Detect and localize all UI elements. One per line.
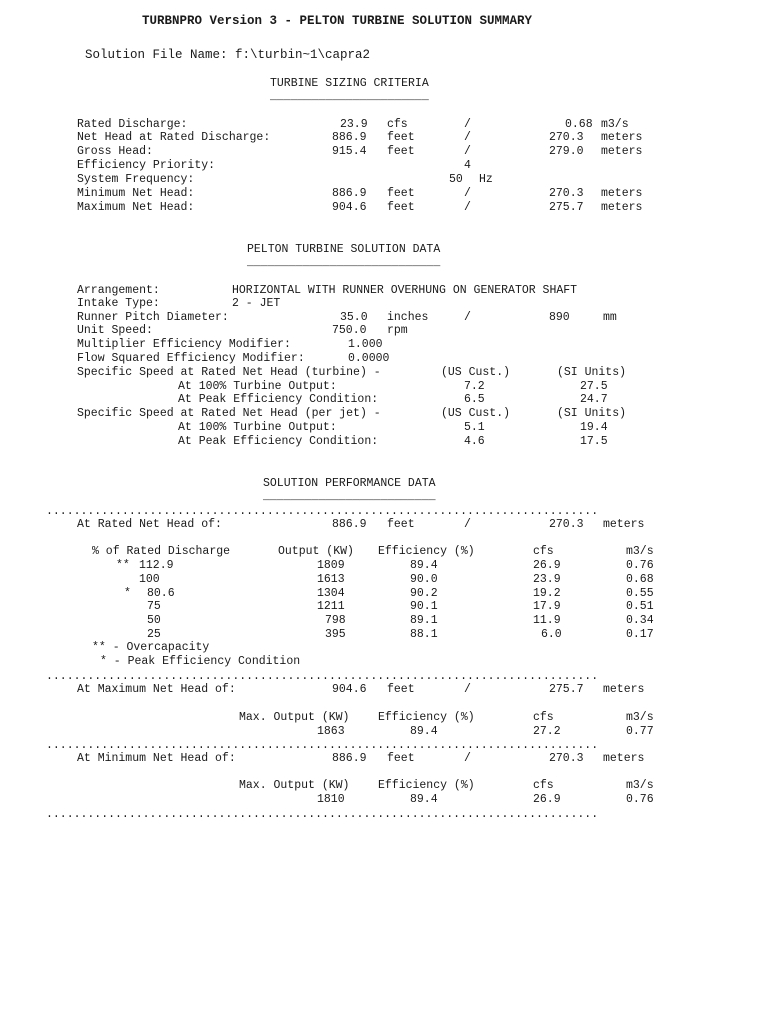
sizing-label: Net Head at Rated Discharge: [77,131,271,144]
pitch-diameter-separator: / [464,311,471,324]
us-cust-heading: (US Cust.) [441,407,511,420]
system-frequency-value: 50 [449,173,463,186]
si-units-heading: (SI Units) [557,407,627,420]
multiplier-modifier-label: Multiplier Efficiency Modifier: [77,338,291,351]
us-cust-heading: (US Cust.) [441,366,511,379]
overcapacity-mark: ** [116,559,130,572]
col-header-efficiency: Efficiency (%) [378,711,475,724]
pitch-diameter-us-unit: inches [387,311,429,324]
solution-file-name: Solution File Name: f:\turbin~1\capra2 [85,48,371,62]
rated-head-separator: / [464,518,471,531]
sizing-si-unit: meters [601,145,643,158]
min-head-us: 886.9 [332,752,367,765]
flow-squared-modifier-label: Flow Squared Efficiency Modifier: [77,352,305,365]
sizing-us-value: 904.6 [332,201,367,214]
solution-heading: PELTON TURBINE SOLUTION DATA [247,243,441,256]
pitch-diameter-label: Runner Pitch Diameter: [77,311,229,324]
max-row-output: 1863 [317,725,345,738]
sizing-label: Gross Head: [77,145,153,158]
sizing-label: Maximum Net Head: [77,201,195,214]
peak-efficiency-mark: * [124,587,131,600]
jet-100-us: 5.1 [464,421,485,434]
flow-squared-modifier-value: 0.0000 [348,352,390,365]
rated-head-us-unit: feet [387,518,415,531]
row-m3s: 0.51 [626,600,654,613]
sizing-separator: / [464,118,471,131]
specific-speed-turbine-label: Specific Speed at Rated Net Head (turbine) - [77,366,381,379]
col-header-max-output: Max. Output (KW) [239,711,350,724]
dotted-separator: ................................................................................ [46,505,599,518]
min-head-separator: / [464,752,471,765]
row-pct: 80.6 [147,587,175,600]
unit-speed-value: 750.0 [332,324,367,337]
col-header-efficiency: Efficiency (%) [378,779,475,792]
pitch-diameter-si-unit: mm [603,311,617,324]
col-header-cfs: cfs [533,545,554,558]
row-m3s: 0.68 [626,573,654,586]
efficiency-priority-value: 4 [464,159,471,172]
max-head-si: 275.7 [549,683,584,696]
system-frequency-unit: Hz [479,173,493,186]
specific-speed-jet-label: Specific Speed at Rated Net Head (per jet) - [77,407,381,420]
sizing-si-unit: m3/s [601,118,629,131]
solution-underline: ____________________________ [247,256,441,269]
row-pct: 50 [147,614,161,627]
max-head-us: 904.6 [332,683,367,696]
intake-type-label: Intake Type: [77,297,160,310]
min-row-efficiency: 89.4 [410,793,438,806]
sizing-si-value: 275.7 [549,201,584,214]
at-peak-label: At Peak Efficiency Condition: [178,393,379,406]
dotted-separator: ................................................................................ [46,808,599,821]
row-output: 1613 [317,573,345,586]
rated-head-si-unit: meters [603,518,645,531]
row-efficiency: 90.1 [410,600,438,613]
pitch-diameter-si: 890 [549,311,570,324]
min-head-label: At Minimum Net Head of: [77,752,236,765]
row-pct: 75 [147,600,161,613]
turbine-peak-si: 24.7 [580,393,608,406]
row-efficiency: 89.4 [410,559,438,572]
min-row-m3s: 0.76 [626,793,654,806]
max-head-label: At Maximum Net Head of: [77,683,236,696]
min-head-si: 270.3 [549,752,584,765]
sizing-underline: _______________________ [270,90,429,103]
col-header-efficiency: Efficiency (%) [378,545,475,558]
multiplier-modifier-value: 1.000 [348,338,383,351]
row-pct: 25 [147,628,161,641]
col-header-pct: % of Rated Discharge [92,545,231,558]
sizing-separator: / [464,131,471,144]
jet-peak-us: 4.6 [464,435,485,448]
sizing-us-value: 915.4 [332,145,367,158]
min-head-us-unit: feet [387,752,415,765]
max-row-m3s: 0.77 [626,725,654,738]
dotted-separator: ................................................................................ [46,739,599,752]
rated-head-us: 886.9 [332,518,367,531]
row-cfs: 26.9 [533,559,561,572]
sizing-separator: / [464,187,471,200]
row-cfs: 23.9 [533,573,561,586]
sizing-si-unit: meters [601,201,643,214]
row-output: 1211 [317,600,345,613]
overcapacity-note: ** - Overcapacity [92,641,210,654]
max-head-us-unit: feet [387,683,415,696]
sizing-label: Rated Discharge: [77,118,188,131]
sizing-us-unit: cfs [387,118,408,131]
pitch-diameter-us: 35.0 [340,311,368,324]
turbine-peak-us: 6.5 [464,393,485,406]
sizing-label: Minimum Net Head: [77,187,195,200]
sizing-us-unit: feet [387,145,415,158]
max-row-cfs: 27.2 [533,725,561,738]
row-efficiency: 88.1 [410,628,438,641]
performance-heading: SOLUTION PERFORMANCE DATA [263,477,436,490]
row-cfs: 17.9 [533,600,561,613]
jet-100-si: 19.4 [580,421,608,434]
row-m3s: 0.76 [626,559,654,572]
sizing-separator: / [464,145,471,158]
min-head-si-unit: meters [603,752,645,765]
unit-speed-unit: rpm [387,324,408,337]
sizing-heading: TURBINE SIZING CRITERIA [270,77,429,90]
min-row-output: 1810 [317,793,345,806]
col-header-cfs: cfs [533,779,554,792]
col-header-max-output: Max. Output (KW) [239,779,350,792]
row-m3s: 0.17 [626,628,654,641]
arrangement-label: Arrangement: [77,284,160,297]
sizing-us-value: 23.9 [340,118,368,131]
rated-head-label: At Rated Net Head of: [77,518,222,531]
sizing-si-unit: meters [601,187,643,200]
at-100-label: At 100% Turbine Output: [178,421,337,434]
peak-efficiency-note: * - Peak Efficiency Condition [100,655,301,668]
dotted-separator: ................................................................................ [46,670,599,683]
row-m3s: 0.34 [626,614,654,627]
row-efficiency: 90.2 [410,587,438,600]
min-row-cfs: 26.9 [533,793,561,806]
col-header-output: Output (KW) [278,545,354,558]
turbine-100-us: 7.2 [464,380,485,393]
sizing-si-value: 270.3 [549,131,584,144]
sizing-us-unit: feet [387,131,415,144]
unit-speed-label: Unit Speed: [77,324,153,337]
sizing-separator: / [464,201,471,214]
arrangement-value: HORIZONTAL WITH RUNNER OVERHUNG ON GENERATOR SHAFT [232,284,578,297]
sizing-us-unit: feet [387,187,415,200]
max-row-efficiency: 89.4 [410,725,438,738]
row-cfs: 6.0 [541,628,562,641]
sizing-us-unit: feet [387,201,415,214]
sizing-si-value: 279.0 [549,145,584,158]
row-cfs: 11.9 [533,614,561,627]
sizing-si-value: 270.3 [549,187,584,200]
si-units-heading: (SI Units) [557,366,627,379]
row-output: 798 [325,614,346,627]
sizing-us-value: 886.9 [332,131,367,144]
row-output: 395 [325,628,346,641]
jet-peak-si: 17.5 [580,435,608,448]
intake-type-value: 2 - JET [232,297,281,310]
col-header-m3s: m3/s [626,779,654,792]
row-output: 1809 [317,559,345,572]
max-head-si-unit: meters [603,683,645,696]
row-efficiency: 90.0 [410,573,438,586]
at-100-label: At 100% Turbine Output: [178,380,337,393]
document-title: TURBNPRO Version 3 - PELTON TURBINE SOLUTION SUMMARY [142,14,533,28]
sizing-si-unit: meters [601,131,643,144]
row-output: 1304 [317,587,345,600]
rated-head-si: 270.3 [549,518,584,531]
sizing-si-value: 0.68 [565,118,593,131]
sizing-label: Efficiency Priority: [77,159,216,172]
sizing-label: System Frequency: [77,173,195,186]
turbine-100-si: 27.5 [580,380,608,393]
performance-underline: _________________________ [263,490,436,503]
sizing-us-value: 886.9 [332,187,367,200]
col-header-cfs: cfs [533,711,554,724]
row-efficiency: 89.1 [410,614,438,627]
row-pct: 112.9 [139,559,174,572]
row-pct: 100 [139,573,160,586]
col-header-m3s: m3/s [626,711,654,724]
at-peak-label: At Peak Efficiency Condition: [178,435,379,448]
col-header-m3s: m3/s [626,545,654,558]
row-m3s: 0.55 [626,587,654,600]
max-head-separator: / [464,683,471,696]
row-cfs: 19.2 [533,587,561,600]
